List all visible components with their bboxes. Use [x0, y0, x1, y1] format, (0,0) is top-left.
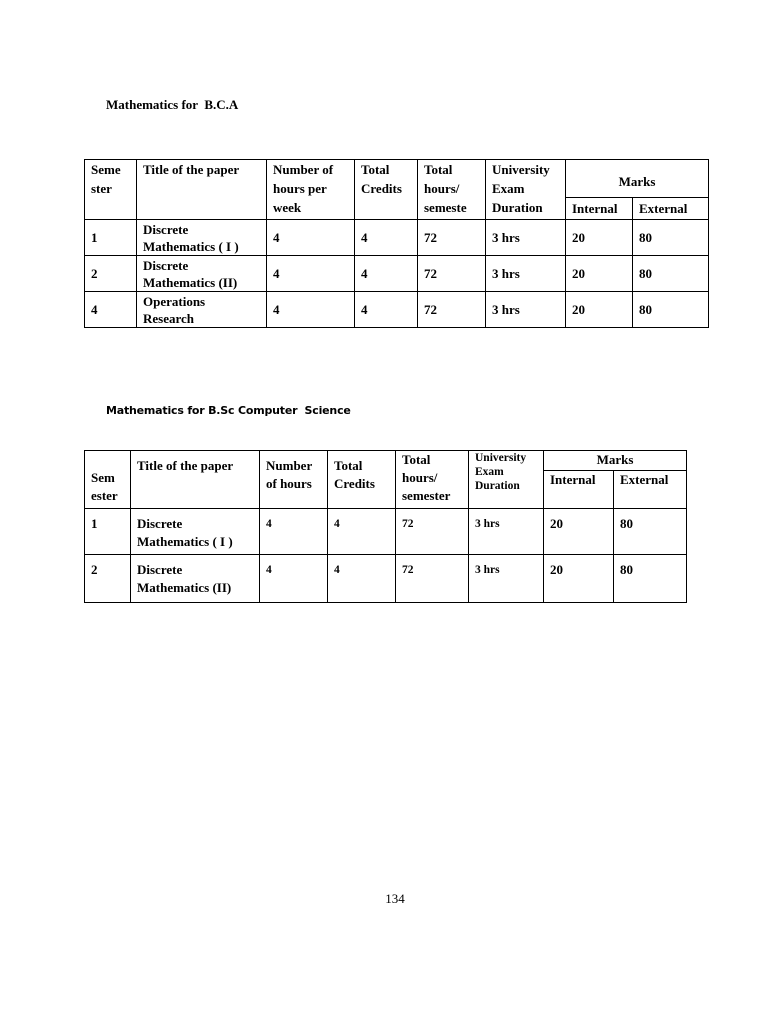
internal-marks-cell: 20 — [544, 555, 614, 603]
bca-header-semester: Seme ster — [85, 160, 137, 220]
page-number: 134 — [385, 891, 405, 906]
internal-marks-cell: 20 — [566, 292, 633, 328]
credits-cell: 4 — [355, 220, 418, 256]
table-row — [85, 509, 687, 555]
credits-cell: 4 — [355, 292, 418, 328]
external-marks-cell: 80 — [614, 509, 687, 555]
bsc-header-external: External — [614, 471, 687, 509]
duration-cell: 3 hrs — [486, 292, 566, 328]
duration-cell: 3 hrs — [486, 256, 566, 292]
external-marks-cell: 80 — [633, 220, 709, 256]
external-marks-cell: 80 — [633, 256, 709, 292]
bca-table — [84, 159, 709, 328]
duration-cell: 3 hrs — [469, 509, 544, 555]
table-row — [85, 555, 687, 603]
bsc-header-internal: Internal — [544, 471, 614, 509]
bsc-header-semester: Sem ester — [85, 451, 131, 509]
semester-cell: 1 — [85, 220, 137, 256]
bca-header-marks: Marks — [566, 160, 709, 198]
bsc-header-row — [85, 451, 687, 471]
bca-header-internal: Internal — [566, 198, 633, 220]
hours-cell: 4 — [260, 509, 328, 555]
bca-header-hours: Number of hours per week — [267, 160, 355, 220]
bsc-header-credits: Total Credits — [328, 451, 396, 509]
credits-cell: 4 — [328, 555, 396, 603]
paper-title-cell: Discrete Mathematics (II) — [131, 555, 260, 603]
external-marks-cell: 80 — [633, 292, 709, 328]
bsc-header-hours: Number of hours — [260, 451, 328, 509]
semester-cell: 2 — [85, 555, 131, 603]
bsc-heading: Mathematics for B.Sc Computer Science — [106, 404, 351, 417]
total-hours-cell: 72 — [418, 256, 486, 292]
duration-cell: 3 hrs — [469, 555, 544, 603]
semester-cell: 4 — [85, 292, 137, 328]
bsc-header-total-hours: Total hours/ semester — [396, 451, 469, 509]
table-row — [85, 256, 709, 292]
bsc-header-title: Title of the paper — [131, 451, 260, 509]
credits-cell: 4 — [328, 509, 396, 555]
internal-marks-cell: 20 — [544, 509, 614, 555]
bca-header-exam-duration: University Exam Duration — [486, 160, 566, 220]
bca-header-credits: Total Credits — [355, 160, 418, 220]
hours-cell: 4 — [267, 220, 355, 256]
total-hours-cell: 72 — [396, 509, 469, 555]
hours-cell: 4 — [260, 555, 328, 603]
internal-marks-cell: 20 — [566, 220, 633, 256]
bca-header-total-hours: Total hours/ semeste — [418, 160, 486, 220]
semester-cell: 1 — [85, 509, 131, 555]
bca-header-external: External — [633, 198, 709, 220]
bsc-header-exam-duration: University Exam Duration — [469, 451, 544, 509]
total-hours-cell: 72 — [418, 292, 486, 328]
credits-cell: 4 — [355, 256, 418, 292]
table-row — [85, 220, 709, 256]
paper-title-cell: Operations Research — [137, 292, 267, 328]
bca-header-row — [85, 160, 709, 198]
internal-marks-cell: 20 — [566, 256, 633, 292]
paper-title-cell: Discrete Mathematics (II) — [137, 256, 267, 292]
semester-cell: 2 — [85, 256, 137, 292]
paper-title-cell: Discrete Mathematics ( I ) — [137, 220, 267, 256]
bca-header-title: Title of the paper — [137, 160, 267, 220]
bsc-header-marks: Marks — [544, 451, 687, 471]
external-marks-cell: 80 — [614, 555, 687, 603]
table-row — [85, 292, 709, 328]
duration-cell: 3 hrs — [486, 220, 566, 256]
bsc-table — [84, 450, 687, 603]
hours-cell: 4 — [267, 256, 355, 292]
hours-cell: 4 — [267, 292, 355, 328]
total-hours-cell: 72 — [396, 555, 469, 603]
paper-title-cell: Discrete Mathematics ( I ) — [131, 509, 260, 555]
bca-heading: Mathematics for B.C.A — [106, 97, 239, 112]
total-hours-cell: 72 — [418, 220, 486, 256]
